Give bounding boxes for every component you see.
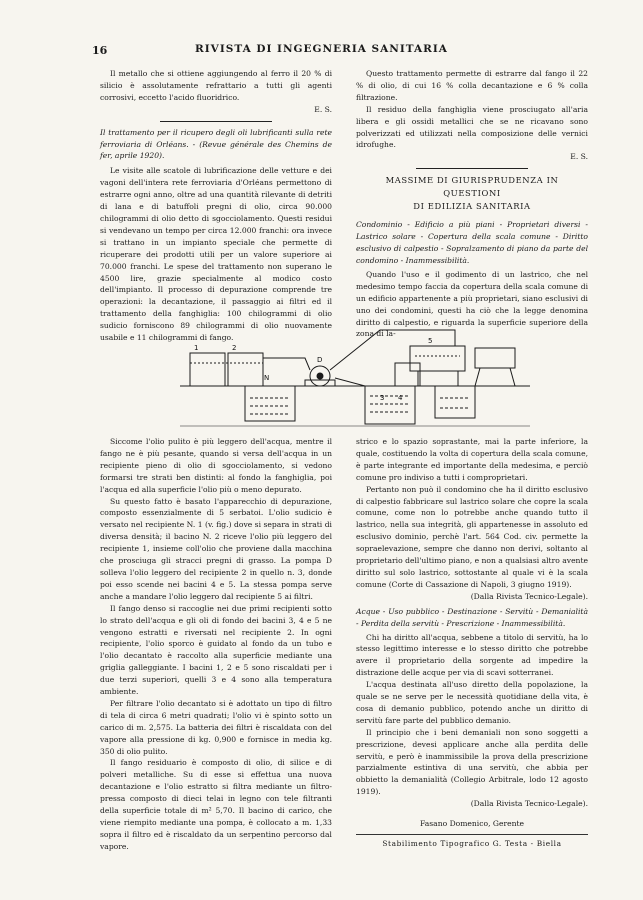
pipe-c [335,378,365,386]
label-2: 2 [232,344,237,352]
paragraph: Il metallo che si ottiene aggiungendo al ferro il 20 % di silicio è assolutamente refrattario a tutti gli agenti corrosivi, eccetto l'acido fluoridrico. [100,69,332,102]
paragraph: Il fango denso si raccoglie nei due primi recipienti sotto lo strato dell'acqua e gli oli di fondo dei bacini 3, 4 e 5 ne vengono estratti e riversati nel recipiente 2. In ogni recipiente, l'olio sporco è guidato al fondo da un tubo e l'olio decantato è raccolto alla superficie mediante una griglia galleggiante. I bacini 1, 2 e 5 sono riscaldati per i due terzi superiori, quelli 3 e 4 sono alla temperatura ambiente. [100,603,332,697]
author-initials: E. S. [314,104,332,114]
paragraph: Il principio che i beni demaniali non sono soggetti a prescrizione, devesi applicare anche alla perdita delle servitù, e però è inammissibile la prova della prescrizione parzialmente estintiva di una servitù, che abbia per obbietto la demanialità (Collegio Arbitrale, lodo 12 agosto 1919). [356,727,588,797]
pump-base [305,380,335,386]
paragraph: Pertanto non può il condomino che ha il diritto esclusivo di calpestio fabbricare sul lastrico solare che copre la scala comune, come non lo potrebbe anche quando tutto il lastrico, nella sua integrità, gli appartenesse in assoluto ed esclusivo dominio, perchè l'art. 564 Cod. civ. permette la sopraelevazione, sempre che danno non derivi, soltanto al proprietario dell'ultimo piano, e non a qualsiasi altro avente diritto sul solo lastrico, sottostante al quale vi è la scala comune (Corte di Cassazione di Napoli, 3 giugno 1919). [356,484,588,589]
tank-1 [190,353,225,386]
left-column-top [100,68,332,344]
paragraph: Per filtrare l'olio decantato si è adottato un tipo di filtro di tela di circa 6 metri quadrati; l'olio vi è spinto sotto un carico di m. 2,575. La batteria dei filtri è riscaldata con del vapore alla pressione di kg. 0,900 e fornisce in media kg. 350 di olio pulito. [100,698,332,756]
tank-3 [395,363,420,386]
journal-title: RIVISTA DI INGEGNERIA SANITARIA [195,43,448,55]
author-initials: E. S. [570,152,588,162]
paragraph: Chi ha diritto all'acqua, sebbene a titolo di servitù, ha lo stesso legittimo interesse e lo stesso diritto che potrebbe avere il proprietario della sorgente ad impedire la distrazione delle acque per via di scavi sotterranei. [356,632,588,678]
section-heading-line-2: DI EDILIZIA SANITARIA [413,201,531,212]
filter-press [475,348,515,368]
label-4: 4 [398,394,403,402]
paragraph: Questo trattamento permette di estrarre dal fango il 22 % di olio, di cui 16 % colla decantazione e 6 % colla filtrazione. [356,69,588,102]
label-3: 3 [380,394,385,402]
paragraph: L'acqua destinata all'uso diretto della popolazione, la quale se ne serve per le necessità quotidiane della vita, è cosa di demanio pubblico, potendo anche un diritto di servitù fare parte del pubblico demanio. [356,680,588,725]
tank-5 [410,346,465,371]
paragraph: strico e lo spazio soprastante, mai la parte inferiore, la quale, costituendo la volta di copertura della scala comune, è parte integrante ed importante della medesima, e perciò comune pro indiviso a tutti i comproprietari. [356,437,588,482]
paragraph: Le visite alle scatole di lubrificazione delle vetture e dei vagoni dell'intera rete ferroviaria d'Orléans permettono di estrarre ogni anno, oltre ad una quantità rilevante di detriti di lana e di batuffoli pregni di olio, circa 90.000 chilogrammi di olio detto di sgocciolamento. Questi residui si vendevano un tempo per circa 12.000 franchi: ora invece si trattano in un impianto speciale che permette di ricuperare dei prodotti utili per un valore superiore ai 70.000 franchi. Le spese del trattamento non superano le 4500 lire, grazie specialmente al modico costo dell'impianto. Il processo di depurazione comprende tre operazioni: la decantazione, il passaggio ai filtri ed il trattamento della fanghiglia: 100 chilogrammi di olio sudicio forniscono 89 chilogrammi di olio nuovamente usabile e 11 chilogrammi di fango. [100,166,332,343]
case-title: Acque - Uso pubblico - Destinazione - Servitù - Demanialità - Perdita della servitù - Prescrizione - Inammessibilità. [356,606,588,628]
article-title: Il trattamento per il ricupero degli oli lubrificanti sulla rete ferroviaria di Orléans. - (Revue générale des Chemins de fer, aprile 1920). [100,127,332,161]
label-d: D [317,356,323,364]
gerente-signature: Fasano Domenico, Gerente [419,819,525,829]
label-1: 1 [194,344,199,352]
pit-right [435,386,475,418]
pit-center [365,386,415,424]
pipe-b [330,330,455,370]
pit-left [245,386,295,421]
paragraph: Su questo fatto è basato l'apparecchio di depurazione, composto essenzialmente di 5 serbatoi. L'olio sudicio è versato nel recipiente N. 1 (v. fig.) dove si separa in strati di diversa densità; il bacino N. 2 riceve l'olio più leggero del recipiente 1, insieme coll'olio che proviene dalla macchina che prosciuga gli stracci pregni di grasso. La pompa D solleva l'olio leggero del recipiente 2 in quello n. 3, donde poi esso scende nei bacini 4 e 5. La stessa pompa serve anche a mandare l'olio leggero dal recipiente 5 ai filtri. [100,496,332,601]
paragraph: Siccome l'olio pulito è più leggero dell'acqua, mentre il fango ne è più pesante, quando si versa dell'acqua in un recipiente pieno di olio di sgocciolamento, si vedono formarsi tre strati ben distinti: al fondo la fanghiglia, poi l'acqua ed alla superficie l'olio più o meno depurato. [100,437,332,494]
source-citation: (Dalla Rivista Tecnico-Legale). [470,591,588,601]
right-column-bottom [356,436,588,850]
paragraph: Il residuo della fanghiglia viene prosciugato all'aria libera e gli ossidi metallici che se ne ricavano sono polverizzati ed utilizzati nella composizione delle vernici idrofughe. [356,104,588,150]
apparatus-drawing [180,308,530,433]
apparatus-figure [180,308,530,433]
paragraph: Quando l'uso e il godimento di un lastrico, che nel medesimo tempo faccia da copertura della scala comune di un edificio appartenente a più proprietari, siano esclusivi di uno dei condomini, questi ha ciò che la legge denomina diritto di calpestio, e riguarda la superficie superiore della zona di la- [356,269,588,339]
right-column-top [356,68,588,340]
printer-imprint: Stabilimento Tipografico G. Testa - Biella [356,834,588,850]
divider [416,168,528,169]
label-n: N [264,374,270,382]
left-column-bottom [100,436,332,853]
page-number: 16 [92,44,108,57]
paragraph: Il fango residuario è composto di olio, di silice e di polveri metalliche. Su di esse si effettua una nuova decantazione e l'olio estratto si filtra mediante un filtro-pressa composto di dieci telai in legno con tele filtranti della superficie totale di m² 5,70. Il bacino di carico, che viene riempito mediante una pompa, è collocato a m. 1,33 sopra il filtro ed è riscaldato da un serpentino percorso dal vapore. [100,758,332,851]
section-heading [356,174,588,213]
label-5: 5 [428,337,433,345]
pipe-a [263,358,310,370]
section-heading-line-1: MASSIME DI GIURISPRUDENZA IN QUESTIONI [385,175,559,199]
source-citation: (Dalla Rivista Tecnico-Legale). [470,799,588,809]
divider [160,121,272,122]
case-title: Condominio - Edificio a più piani - Proprietari diversi - Lastrico solare - Copertura della scala comune - Diritto esclusivo di calpestio - Sopralzamento di piano da parte del condomino - Inammessibilità. [356,220,588,265]
tank-2 [228,353,263,386]
